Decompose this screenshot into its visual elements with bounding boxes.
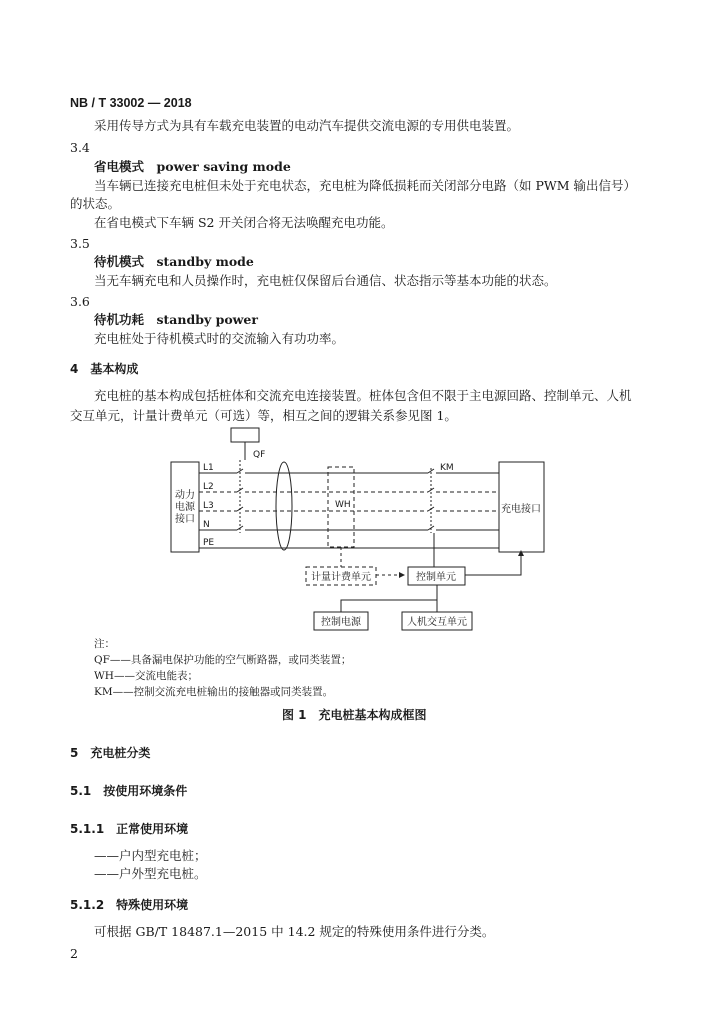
list-item-outdoor: ——户外型充电桩。 (94, 866, 207, 881)
note-wh: WH——交流电能表； (94, 670, 198, 682)
power-box-label: 控制电源 (321, 617, 361, 628)
definition-3-4-note: 在省电模式下车辆 S2 开关闭合将无法唤醒充电功能。 (94, 215, 394, 230)
page-number: 2 (70, 946, 78, 961)
note-qf: QF——具备漏电保护功能的空气断路器，或同类装置； (94, 654, 352, 666)
label-n: N (203, 520, 210, 530)
notes-title: 注： (94, 638, 115, 650)
label-l1: L1 (203, 463, 214, 473)
section-5-1-2-heading: 5.1.2 特殊使用环境 (70, 898, 189, 912)
left-box-line1: 动力 (175, 490, 195, 501)
clause-number-3-5: 3.5 (70, 236, 90, 251)
section-4-paragraph-line2: 交互单元，计量计费单元（可选）等，相互之间的逻辑关系参见图 1。 (70, 408, 457, 423)
term-3-5: 待机模式 standby mode (94, 254, 254, 269)
term-3-4: 省电模式 power saving mode (94, 159, 291, 174)
section-4-heading: 4 基本构成 (70, 362, 139, 376)
left-box-line3: 接口 (175, 514, 195, 525)
label-l2: L2 (203, 482, 214, 492)
section-5-1-2-paragraph: 可根据 GB/T 18487.1—2015 中 14.2 规定的特殊使用条件进行分类。 (94, 924, 495, 939)
label-l3: L3 (203, 501, 214, 511)
clause-number-3-6: 3.6 (70, 294, 90, 309)
figure-caption: 图 1 充电桩基本构成框图 (282, 708, 427, 722)
wh-label: WH (335, 500, 351, 510)
label-pe: PE (203, 538, 215, 548)
definition-3-4-line2: 的状态。 (70, 196, 121, 211)
control-box-label: 控制单元 (416, 572, 456, 583)
document-header: NB / T 33002 — 2018 (70, 96, 192, 110)
list-item-indoor: ——户内型充电桩； (94, 848, 207, 863)
definition-3-5: 当无车辆充电和人员操作时，充电桩仅保留后台通信、状态指示等基本功能的状态。 (94, 273, 557, 288)
qf-label: QF (253, 450, 266, 460)
definition-3-6: 充电桩处于待机模式时的交流输入有功功率。 (94, 331, 345, 346)
right-box-label: 充电接口 (501, 504, 541, 515)
term-3-6: 待机功耗 standby power (94, 312, 258, 327)
section-4-paragraph-line1: 充电桩的基本构成包括桩体和交流充电连接装置。桩体包含但不限于主电源回路、控制单元、人机 (94, 388, 632, 403)
paragraph-3-3-continuation: 采用传导方式为具有车载充电装置的电动汽车提供交流电源的专用供电装置。 (94, 118, 520, 133)
clause-number-3-4: 3.4 (70, 140, 90, 155)
meter-box-label: 计量计费单元 (311, 572, 371, 583)
section-5-heading: 5 充电桩分类 (70, 746, 151, 760)
hmi-box-label: 人机交互单元 (407, 617, 467, 628)
section-5-1-1-heading: 5.1.1 正常使用环境 (70, 822, 189, 836)
left-box-line2: 电源 (175, 502, 195, 513)
section-5-1-heading: 5.1 按使用环境条件 (70, 784, 188, 798)
block-diagram (160, 425, 560, 640)
km-label: KM (440, 463, 454, 473)
note-km: KM——控制交流充电桩输出的接触器或同类装置。 (94, 686, 334, 698)
definition-3-4-line1: 当车辆已连接充电桩但未处于充电状态，充电桩为降低损耗而关闭部分电路（如 PWM 输出信号） (94, 178, 637, 193)
